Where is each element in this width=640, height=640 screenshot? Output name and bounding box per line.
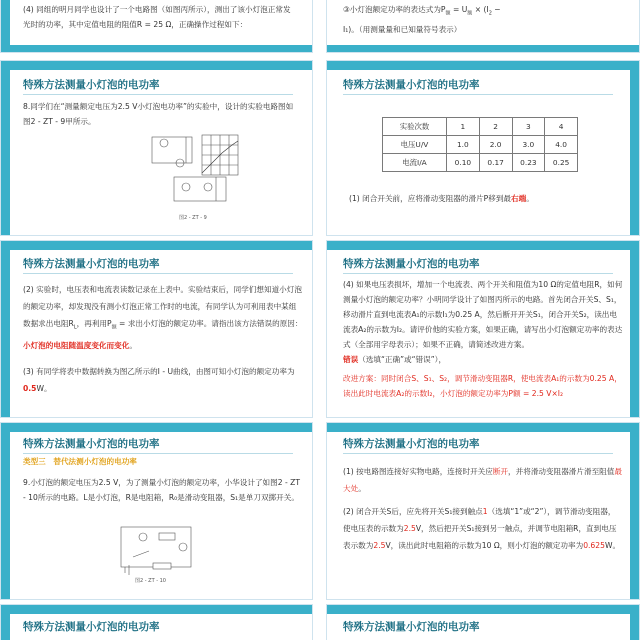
question-4-text: (4) 如果电压表损坏，增加一个电流表、两个开关和阻值为10 Ω的定值电阻R，如何测量小灯泡的额定功率？小明同学设计了如图丙所示的电路。首先闭合开关S、S₁，移动滑片直到电流表A₁的示数I₁为0.25 A，然后断开开关S₁，闭合开关S₂，读出电流表A₂的示数为I₂。请评价他的实验方案，如果正确，请写出小灯泡额定功率的表达式（全部用字母表示）；如果不正确，请简述改进方案。	[343, 280, 623, 349]
slide-6[interactable]	[326, 240, 640, 418]
slide-right-bar	[630, 61, 639, 235]
answer-line: 错误（选填“正确”或“错误”），	[343, 355, 447, 364]
slide-2-text: ③小灯泡额定功率的表达式为$P_额 = U_额 \times (I_2$ − I₁)。（用测量量和已知量符号表示）	[343, 5, 501, 34]
table-cell: 3.0	[512, 136, 545, 154]
slide-4[interactable]	[326, 60, 640, 236]
question-2-text: (2) 闭合开关S后，应先将开关S₁接到触点1（选填“1”或“2”），调节滑动变阻器，使电压表的示数为2.5V，然后把开关S₁接到另一触点，并调节电阻箱R，直到电压表示数为2.5V，读出此时电阻箱的示数为10 Ω，则小灯泡的额定功率为0.625W。	[343, 507, 621, 550]
table-row	[383, 136, 578, 154]
slide-top-bar	[1, 61, 312, 70]
question-8-text: 8.同学们在“测量额定电压为2.5 V小灯泡电功率”的实验中，设计的实验电路图如图2 - ZT - 9甲所示。	[23, 102, 294, 126]
slide-bottom-bar	[327, 45, 639, 52]
table-cell: 电压U/V	[383, 136, 447, 154]
slide-bottom-bar	[1, 45, 312, 52]
slide-title: 特殊方法测量小灯泡的电功率	[23, 258, 160, 270]
slide-top-bar	[327, 605, 639, 614]
title-divider	[23, 273, 293, 274]
slide-top-bar	[1, 423, 312, 432]
table-cell: 0.17	[479, 154, 512, 172]
slide-right-bar	[630, 241, 639, 417]
table-cell: 0.25	[545, 154, 578, 172]
slide-2[interactable]	[326, 0, 640, 53]
table-cell: 0.10	[447, 154, 480, 172]
improvement-text: 改进方案：同时闭合S、S₁、S₂，调节滑动变阻器R，使电流表A₁的示数为0.25 A，读出此时电流表A₂的示数I₂，小灯泡的额定功率为P额 = 2.5 V×I₂	[343, 374, 622, 398]
title-divider	[343, 94, 613, 95]
circuit-figure-10	[111, 521, 201, 579]
slide-right-bar	[630, 605, 639, 640]
slide-1-text: (4) 同组的明月同学也设计了一个电路图（如图丙所示），测出了该小灯泡正常发光时的功率，其中定值电阻的阻值R = 25 Ω，正确操作过程如下：	[23, 5, 291, 29]
table-cell: 实验次数	[383, 118, 447, 136]
table-cell: 1.0	[447, 136, 480, 154]
title-divider	[343, 453, 613, 454]
slide-left-bar	[1, 605, 10, 640]
title-divider	[23, 94, 293, 95]
slide-top-bar	[1, 241, 312, 250]
slide-7[interactable]	[0, 422, 313, 600]
table-cell: 3	[512, 118, 545, 136]
slide-1[interactable]	[0, 0, 313, 53]
slide-3[interactable]	[0, 60, 313, 236]
table-cell: 电流I/A	[383, 154, 447, 172]
slide-top-bar	[327, 61, 639, 70]
table-cell: 4	[545, 118, 578, 136]
slide-top-bar	[1, 605, 312, 614]
table-cell: 2	[479, 118, 512, 136]
question-1-text: (1) 按电路图连接好实物电路，连接时开关应断开，并将滑动变阻器滑片滑至阻值最大处。	[343, 467, 622, 493]
circuit-figure-9	[146, 133, 271, 209]
table-cell: 4.0	[545, 136, 578, 154]
slide-8[interactable]	[326, 422, 640, 600]
figure-caption: 图2 - ZT - 9	[179, 215, 207, 221]
slide-left-bar	[1, 241, 10, 417]
section-subtitle: 类型三 替代法测小灯泡的电功率	[23, 457, 137, 466]
question-9-text: 9.小灯泡的额定电压为2.5 V，为了测量小灯泡的额定功率，小华设计了如图2 - ZT - 10所示的电路。L是小灯泡，R是电阻箱，R₀是滑动变阻器，S₁是单刀双掷开关。	[23, 478, 300, 502]
slide-left-bar	[1, 423, 10, 599]
slide-10[interactable]	[326, 604, 640, 640]
table-cell: 2.0	[479, 136, 512, 154]
slide-title: 特殊方法测量小灯泡的电功率	[343, 621, 480, 633]
slide-right-bar	[630, 423, 639, 599]
slide-title: 特殊方法测量小灯泡的电功率	[23, 438, 160, 450]
slide-title: 特殊方法测量小灯泡的电功率	[343, 79, 480, 91]
title-divider	[343, 273, 613, 274]
slide-title: 特殊方法测量小灯泡的电功率	[23, 79, 160, 91]
slide-5[interactable]	[0, 240, 313, 418]
table-header-row	[383, 118, 578, 136]
question-2-text: (2) 实验时，电压表和电流表读数记录在上表中。实验结束后，同学们想知道小灯泡的额定功率，却发现没有测小灯泡正常工作时的电流，有同学认为可利用表中某组数据求出电阻$R_L$，再利用$P_额$ = 求出小灯泡的额定功率。请指出该方法错误的原因：小灯泡的电阻随温度变化而变化。	[23, 285, 303, 350]
question-3-text: (3) 有同学将表中数据转换为图乙所示的I - U曲线，由图可知小灯泡的额定功率为0.5W。	[23, 367, 295, 393]
slide-top-bar	[327, 423, 639, 432]
table-cell: 0.23	[512, 154, 545, 172]
table-row	[383, 154, 578, 172]
question-text: (1) 闭合开关前，应将滑动变阻器的滑片P移到最右端。	[349, 194, 534, 203]
slide-title: 特殊方法测量小灯泡的电功率	[343, 438, 480, 450]
slide-9[interactable]	[0, 604, 313, 640]
slide-left-bar	[1, 61, 10, 235]
slide-top-bar	[327, 241, 639, 250]
slide-title: 特殊方法测量小灯泡的电功率	[23, 621, 160, 633]
slide-title: 特殊方法测量小灯泡的电功率	[343, 258, 480, 270]
data-table	[382, 117, 578, 172]
table-cell: 1	[447, 118, 480, 136]
figure-caption: 图2 - ZT - 10	[135, 578, 166, 584]
